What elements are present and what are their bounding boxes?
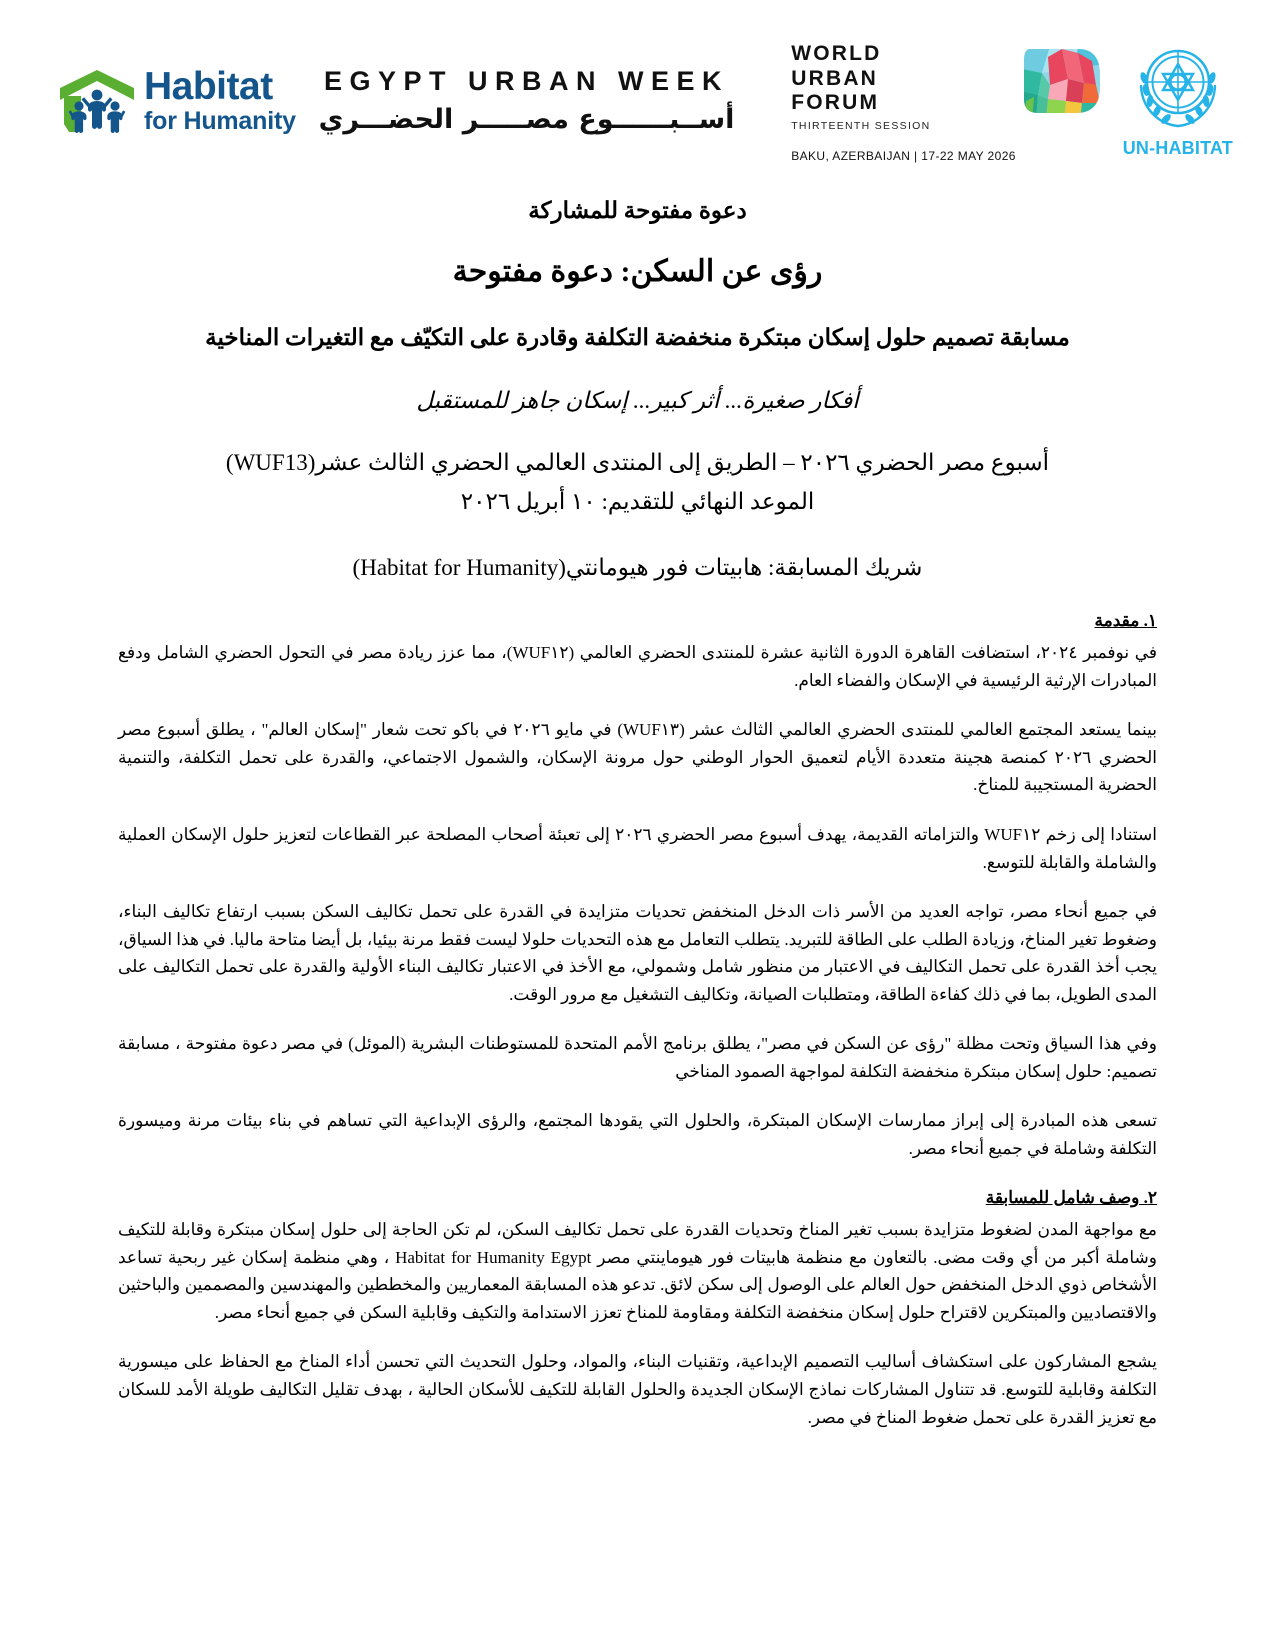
egypt-urban-week-wordmark: [313, 66, 741, 135]
wuf-line-urban: URBAN: [791, 66, 879, 90]
un-habitat-wordmark: UN-HABITAT: [1122, 137, 1233, 158]
habitat-for-humanity-logo: [38, 66, 296, 134]
header-logo-bar: [26, 36, 1249, 164]
page-title: رؤى عن السكن: دعوة مفتوحة: [452, 255, 823, 288]
paragraph: يشجع المشاركون على استكشاف أساليب التصميم الإبداعية، وتقنيات البناء، والمواد، وحلول التحديث التي تحسن أداء المناخ مع الحفاظ على ميسورية التكلفة وقابلية للتوسع. قد تتناول المشاركات نماذج الإسكان الجديدة والحلول القابلة للتكيف للأسكان الحالية ، بهدف تقليل التكاليف طويلة الأمد للسكان مع تعزيز القدرة على تحمل ضغوط المناخ في مصر.: [118, 1352, 1157, 1427]
un-habitat-logo: [1123, 42, 1237, 159]
habitat-people-icon: [68, 88, 126, 134]
habitat-wordmark-line2: for Humanity: [144, 106, 296, 135]
campaign-slogan: أفكار صغيرة... أثر كبير... إسكان جاهز للمستقبل: [416, 388, 859, 414]
title-block: [118, 198, 1157, 581]
paragraph: في نوفمبر ٢٠٢٤، استضافت القاهرة الدورة الثانية عشرة للمنتدى الحضري العالمي (WUF١٢)، مما عزز ريادة مصر في التحول الحضري الشامل ودفع المبادرات الإرثية الرئيسية في الإسكان والفضاء العام.: [118, 643, 1157, 690]
wuf-line-forum: FORUM: [791, 91, 880, 115]
egypt-urban-week-arabic: أســبــــــوع مصـــــر الحضـــري: [318, 103, 735, 135]
wuf-location-dates: BAKU, AZERBAIJAN | 17-22 MAY 2026: [791, 149, 1016, 164]
paragraph: مع مواجهة المدن لضغوط متزايدة بسبب تغير المناخ وتحديات القدرة على تحمل تكاليف السكن، لم تكن الحاجة إلى حلول إسكان مبتكرة وقابلة للتكيف وشاملة أكبر من أي وقت مضى. بالتعاون مع منظمة هابيتات فور هيوماينتي مصر Habitat for Humanity Egypt ، وهي منظمة إسكان غير ربحية تساعد الأشخاص ذوي الدخل المنخفض حول العالم على الوصول إلى سكن لائق. تدعو هذه المسابقة المعماريين والمخططين والمهندسين والمصممين والباحثين والاقتصاديين والمبتكرين لاقتراح حلول إسكان منخفضة التكلفة ومقاومة للمناخ تعزز الاستدامة والتكيف وقابلية السكن في جميع أنحاء مصر.: [118, 1220, 1157, 1322]
paragraph: في جميع أنحاء مصر، تواجه العديد من الأسر ذات الدخل المنخفض تحديات متزايدة في القدرة على تحمل تكاليف السكن بسبب ارتفاع تكاليف البناء، وضغوط تغير المناخ، وزيادة الطلب على الطاقة للتبريد. يتطلب التعامل مع هذه التحديات حلولا ليست فقط مرنة بيئيا، بل أيضا متاحة ماليا. في هذا السياق، يجب أخذ القدرة على تحمل التكاليف في الاعتبار من منظور شامل وشمولي، مع الأخذ في الاعتبار تكاليف البناء الأولية والقدرة على تحمل التكاليف على المدى الطويل، بما في ذلك كفاءة الطاقة، ومتطلبات الصيانة، وتكاليف التشغيل مع مرور الوقت.: [118, 902, 1157, 1004]
habitat-wordmark: [144, 64, 296, 135]
section-heading-competition-overview: ٢. وصف شامل للمسابقة: [985, 1188, 1157, 1208]
competition-partner: شريك المسابقة: هابيتات فور هيومانتي(Habitat for Humanity): [352, 555, 923, 581]
world-urban-forum-logo: [791, 37, 1100, 163]
open-call-kicker: دعوة مفتوحة للمشاركة: [528, 198, 747, 223]
un-habitat-emblem-icon: [1132, 42, 1224, 132]
paragraph: تسعى هذه المبادرة إلى إبراز ممارسات الإسكان المبتكرة، والحلول التي يقودها المجتمع، والرؤى الإبداعية التي تساهم في بناء بيئات مرنة وميسورة التكلفة وشاملة في جميع أنحاء مصر.: [118, 1111, 1157, 1158]
submission-deadline: الموعد النهائي للتقديم: ١٠ أبريل ٢٠٢٦: [460, 488, 815, 514]
competition-subtitle: مسابقة تصميم حلول إسكان مبتكرة منخفضة التكلفة وقادرة على التكيّف مع التغيرات المناخية: [205, 325, 1070, 350]
paragraph: بينما يستعد المجتمع العالمي للمنتدى الحضري العالمي الثالث عشر (WUF١٣) في مايو ٢٠٢٦ في باكو تحت شعار "إسكان العالم" ، يطلق أسبوع مصر الحضري ٢٠٢٦ كمنصة هجينة متعددة الأيام لتعميق الحوار الوطني حول مرونة الإسكان، والشمول الاجتماعي، والقدرة على تحمل التكلفة، والتنمية الحضرية المستجيبة للمناخ.: [118, 720, 1157, 795]
egypt-urban-week-english: EGYPT URBAN WEEK: [323, 65, 730, 96]
habitat-wordmark-line1: Habitat: [144, 64, 273, 108]
wuf-session-label: THIRTEENTH SESSION: [791, 120, 931, 133]
section-heading-introduction: ١. مقدمة: [1094, 611, 1157, 631]
wuf-mosaic-emblem-icon: [1022, 39, 1100, 121]
habitat-house-people-icon: [60, 66, 134, 134]
wuf-line-world: WORLD: [791, 41, 882, 65]
wuf-text-block: [791, 37, 1016, 163]
paragraph: وفي هذا السياق وتحت مظلة "رؤى عن السكن في مصر"، يطلق برنامج الأمم المتحدة للمستوطنات البشرية (الموئل) في مصر دعوة مفتوحة ، مسابقة تصميم: حلول إسكان مبتكرة منخفضة التكلفة لمواجهة الصمود المناخي: [118, 1034, 1157, 1081]
road-to-wuf13-line: أسبوع مصر الحضري ٢٠٢٦ – الطريق إلى المنتدى العالمي الحضري الثالث عشر(WUF13): [225, 450, 1050, 476]
paragraph: استنادا إلى زخم WUF١٢ والتزاماته القديمة، يهدف أسبوع مصر الحضري ٢٠٢٦ إلى تعبئة أصحاب المصلحة عبر القطاعات لتعزيز حلول الإسكان العملية والشاملة والقابلة للتوسع.: [118, 825, 1157, 872]
